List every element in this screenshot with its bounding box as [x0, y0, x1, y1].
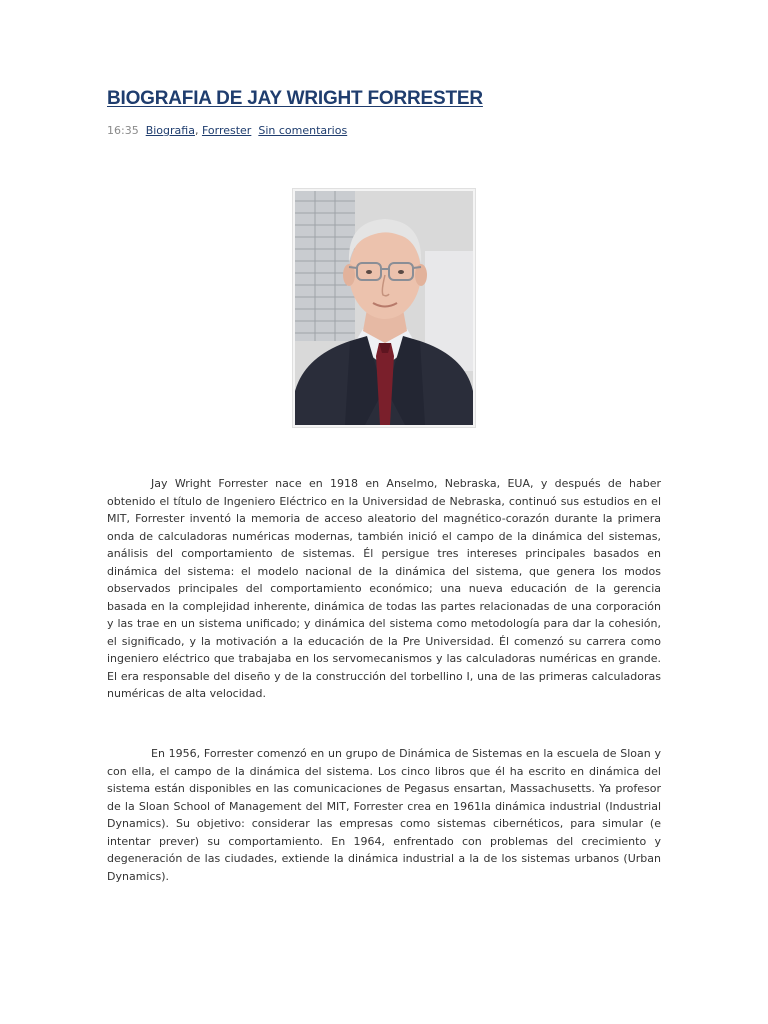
- label-link-forrester[interactable]: Forrester: [201, 124, 252, 137]
- blog-post-header: [107, 88, 661, 137]
- post-meta: [107, 124, 661, 137]
- label-link-biografia[interactable]: Biografia: [145, 124, 195, 137]
- portrait-photo: [292, 188, 476, 428]
- post-time: 16:35: [107, 124, 139, 137]
- label-separator: ,: [194, 124, 199, 137]
- comments-link[interactable]: Sin comentarios: [258, 124, 348, 137]
- article-paragraph: [107, 745, 661, 885]
- portrait-photo-image: [295, 191, 473, 425]
- article-paragraph: [107, 475, 661, 703]
- post-title-link[interactable]: BIOGRAFIA DE JAY WRIGHT FORRESTER: [107, 88, 483, 109]
- paragraph-text: En 1956, Forrester comenzó en un grupo de Dinámica de Sistemas en la escuela de Sloan y con ella, el campo de la dinámica del sistema. Los cinco libros que él ha escrito en dinámica del sistema están disponibles en las comunicaciones de Pegasus ensartan, Massachusetts. Ya profesor de la Sloan School of Management del MIT, Forrester crea en 1961la dinámica industrial (Industrial Dynamics). Su objetivo: considerar las empresas como sistemas cibernéticos, para simular (e intentar prever) su comportamiento. En 1964, enfrentado con problemas del crecimiento y degeneración de las ciudades, extiende la dinámica industrial a la de los sistemas urbanos (Urban Dynamics).: [107, 747, 661, 883]
- paragraph-text: Jay Wright Forrester nace en 1918 en Anselmo, Nebraska, EUA, y después de haber obtenido el título de Ingeniero Eléctrico en la Universidad de Nebraska, continuó sus estudios en el MIT, Forrester inventó la memoria de acceso aleatorio del magnético-corazón durante la primera onda de calculadoras numéricas modernas, también inició el campo de la dinámica del sistemas, análisis del comportamiento de sistemas. Él persigue tres intereses principales basados en dinámica del sistema: el modelo nacional de la dinámica del sistema, que genera los modos observados principales del comportamiento económico; una nueva educación de la gerencia basada en la complejidad inherente, dinámica de todas las partes relacionadas de una corporación y las trae en un sistema unificado; y dinámica del sistema como metodología para dar la cohesión, el significado, y la motivación a la educación de la Pre Universidad. Él comenzó su carrera como ingeniero eléctrico que trabajaba en los servomecanismos y las calculadoras numéricas en grande. El era responsable del diseño y de la construcción del torbellino I, una de las primeras calculadoras numéricas de alta velocidad.: [107, 477, 661, 700]
